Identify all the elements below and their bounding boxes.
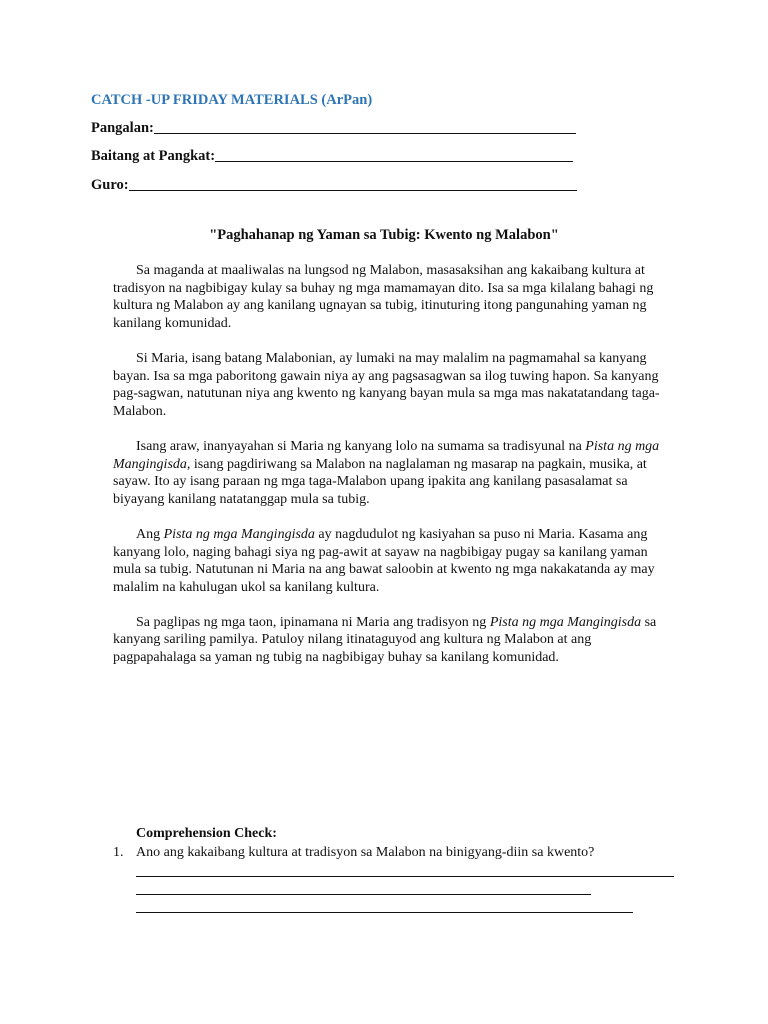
teacher-field xyxy=(91,177,577,194)
grade-section-field xyxy=(91,148,573,165)
answer-line-2[interactable] xyxy=(136,894,591,895)
festival-name-italic: Pista ng mga Mangingisda xyxy=(163,526,315,542)
paragraph-4-text-b: ay nagdudulot ng kasiyahan sa puso ni Maria. Kasama ang kanyang lolo, naging bahagi siya ng pag-awit at sayaw na nagbibigay pugay sa kanilang yaman mula sa tubig. Natutunan ni Maria na ang bawat saloobin at kwento ng mga nakakatanda ay may malalim na kahulugan ukol sa kanilang kultura. xyxy=(113,526,655,595)
teacher-label: Guro: xyxy=(91,177,129,193)
name-field xyxy=(91,120,576,137)
story-title: "Paghahanap ng Yaman sa Tubig: Kwento ng Malabon" xyxy=(209,227,559,243)
name-label: Pangalan: xyxy=(91,120,154,136)
comprehension-check-label: Comprehension Check: xyxy=(136,826,277,841)
name-blank-line[interactable] xyxy=(154,133,576,134)
story-body xyxy=(113,262,677,684)
festival-name-italic: Pista ng mga Mangingisda xyxy=(489,614,642,630)
answer-line-1[interactable] xyxy=(136,876,674,877)
story-paragraph-5 xyxy=(113,614,677,667)
worksheet-heading: CATCH -UP FRIDAY MATERIALS (ArPan) xyxy=(91,92,373,108)
grade-section-blank-line[interactable] xyxy=(215,161,573,162)
teacher-blank-line[interactable] xyxy=(129,190,577,191)
festival-name-italic: Pista ng mga Mangingisda xyxy=(113,438,660,472)
story-paragraph-4 xyxy=(113,526,677,596)
story-paragraph-1: Sa maganda at maaliwalas na lungsod ng Malabon, masasaksihan ang kakaibang kultura at tradisyon na nagbibigay kulay sa buhay ng mga mamamayan dito. Isa sa mga kilalang bahagi ng kultura ng Malabon ay ang kanilang ugnayan sa tubig, itinuturing itong pangunahing yaman ng kanilang komunidad. xyxy=(113,263,654,331)
story-paragraph-2: Si Maria, isang batang Malabonian, ay lumaki na may malalim na pagmamahal sa kanyang bayan. Isa sa mga paboritong gawain niya ay ang pagsasagwan sa ilog tuwing hapon. Sa kanyang pag-sagwan, natutunan niya ang kwento ng kanyang bayan mula sa mga mas nakatatandang taga-Malabon. xyxy=(113,350,660,419)
question-1-text: Ano ang kakaibang kultura at tradisyon sa Malabon na binigyang-diin sa kwento? xyxy=(136,845,595,860)
question-1-number: 1. xyxy=(113,845,124,860)
paragraph-3-text-a: Isang araw, inanyayahan si Maria ng kanyang lolo na sumama sa tradisyunal na xyxy=(136,438,586,454)
paragraph-3-text-b: , isang pagdiriwang sa Malabon na naglalaman ng masarap na pagkain, musika, at sayaw. Ito ay isang paraan ng mga taga-Malabon upang ipakita ang kanilang pasasalamat sa biyayang kanilang natatanggap mula sa tubig. xyxy=(113,456,647,507)
paragraph-5-text-b: sa kanyang sariling pamilya. Patuloy nilang itinataguyod ang kultura ng Malabon at ang pagpapahalaga sa yaman ng tubig na nagbibigay buhay sa kanilang komunidad. xyxy=(113,614,657,666)
grade-section-label: Baitang at Pangkat: xyxy=(91,148,216,164)
answer-line-3[interactable] xyxy=(136,912,633,913)
paragraph-4-text-a: Ang xyxy=(136,526,164,542)
paragraph-5-text-a: Sa paglipas ng mga taon, ipinamana ni Maria ang tradisyon ng xyxy=(136,614,490,630)
story-paragraph-3 xyxy=(113,438,677,508)
